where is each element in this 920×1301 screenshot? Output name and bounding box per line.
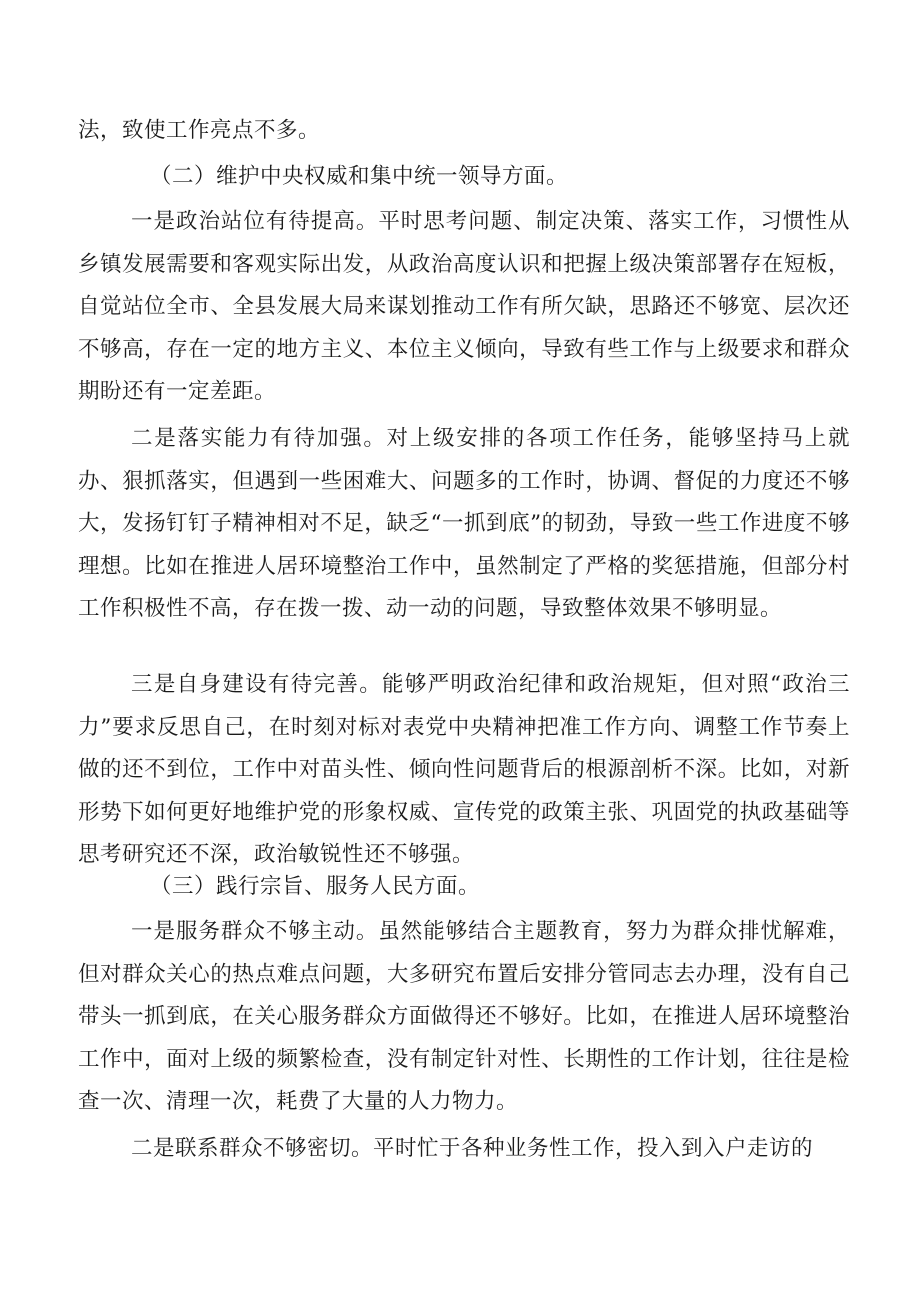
paragraph-self-building: 三是自身建设有待完善。能够严明政治纪律和政治规矩，但对照“政治三力”要求反思自己，在时刻对标对表党中央精神把准工作方向、调整工作节奏上做的还不到位，工作中对苗头性、倾向性问题背后的根源剖析不深。比如，对新形势下如何更好地维护党的形象权威、宣传党的政策主张、巩固党的执政基础等思考研究还不深，政治敏锐性还不够强。: [78, 672, 850, 868]
paragraph-serving-masses: 一是服务群众不够主动。虽然能够结合主题教育，努力为群众排忧解难，但对群众关心的热点难点问题，大多研究布置后安排分管同志去办理，没有自己带头一抓到底，在关心服务群众方面做得还不够好。比如，在推进人居环境整治工作中，面对上级的频繁检查，没有制定针对性、长期性的工作计划，往往是检查一次、清理一次，耗费了大量的人力物力。: [78, 919, 850, 1115]
paragraph-political-stance: 一是政治站位有待提高。平时思考问题、制定决策、落实工作，习惯性从乡镇发展需要和客观实际出发，从政治高度认识和把握上级决策部署存在短板，自觉站位全市、全县发展大局来谋划推动工作有所欠缺，思路还不够宽、层次还不够高，存在一定的地方主义、本位主义倾向，导致有些工作与上级要求和群众期盼还有一定差距。: [78, 209, 850, 405]
paragraph-contact-masses: 二是联系群众不够密切。平时忙于各种业务性工作，投入到入户走访的: [131, 1136, 814, 1161]
paragraph-implementation: 二是落实能力有待加强。对上级安排的各项工作任务，能够坚持马上就办、狠抓落实，但遇到一些困难大、问题多的工作时，协调、督促的力度还不够大，发扬钉钉子精神相对不足，缺乏“一抓到底”的韧劲，导致一些工作进度不够理想。比如在推进人居环境整治工作中，虽然制定了严格的奖惩措施，但部分村工作积极性不高，存在拨一拨、动一动的问题，导致整体效果不够明显。: [78, 426, 850, 622]
paragraph-continuation: 法，致使工作亮点不多。: [78, 118, 321, 143]
section-heading-2: （二）维护中央权威和集中统一领导方面。: [150, 164, 569, 189]
section-heading-3: （三）践行宗旨、服务人民方面。: [150, 874, 481, 899]
